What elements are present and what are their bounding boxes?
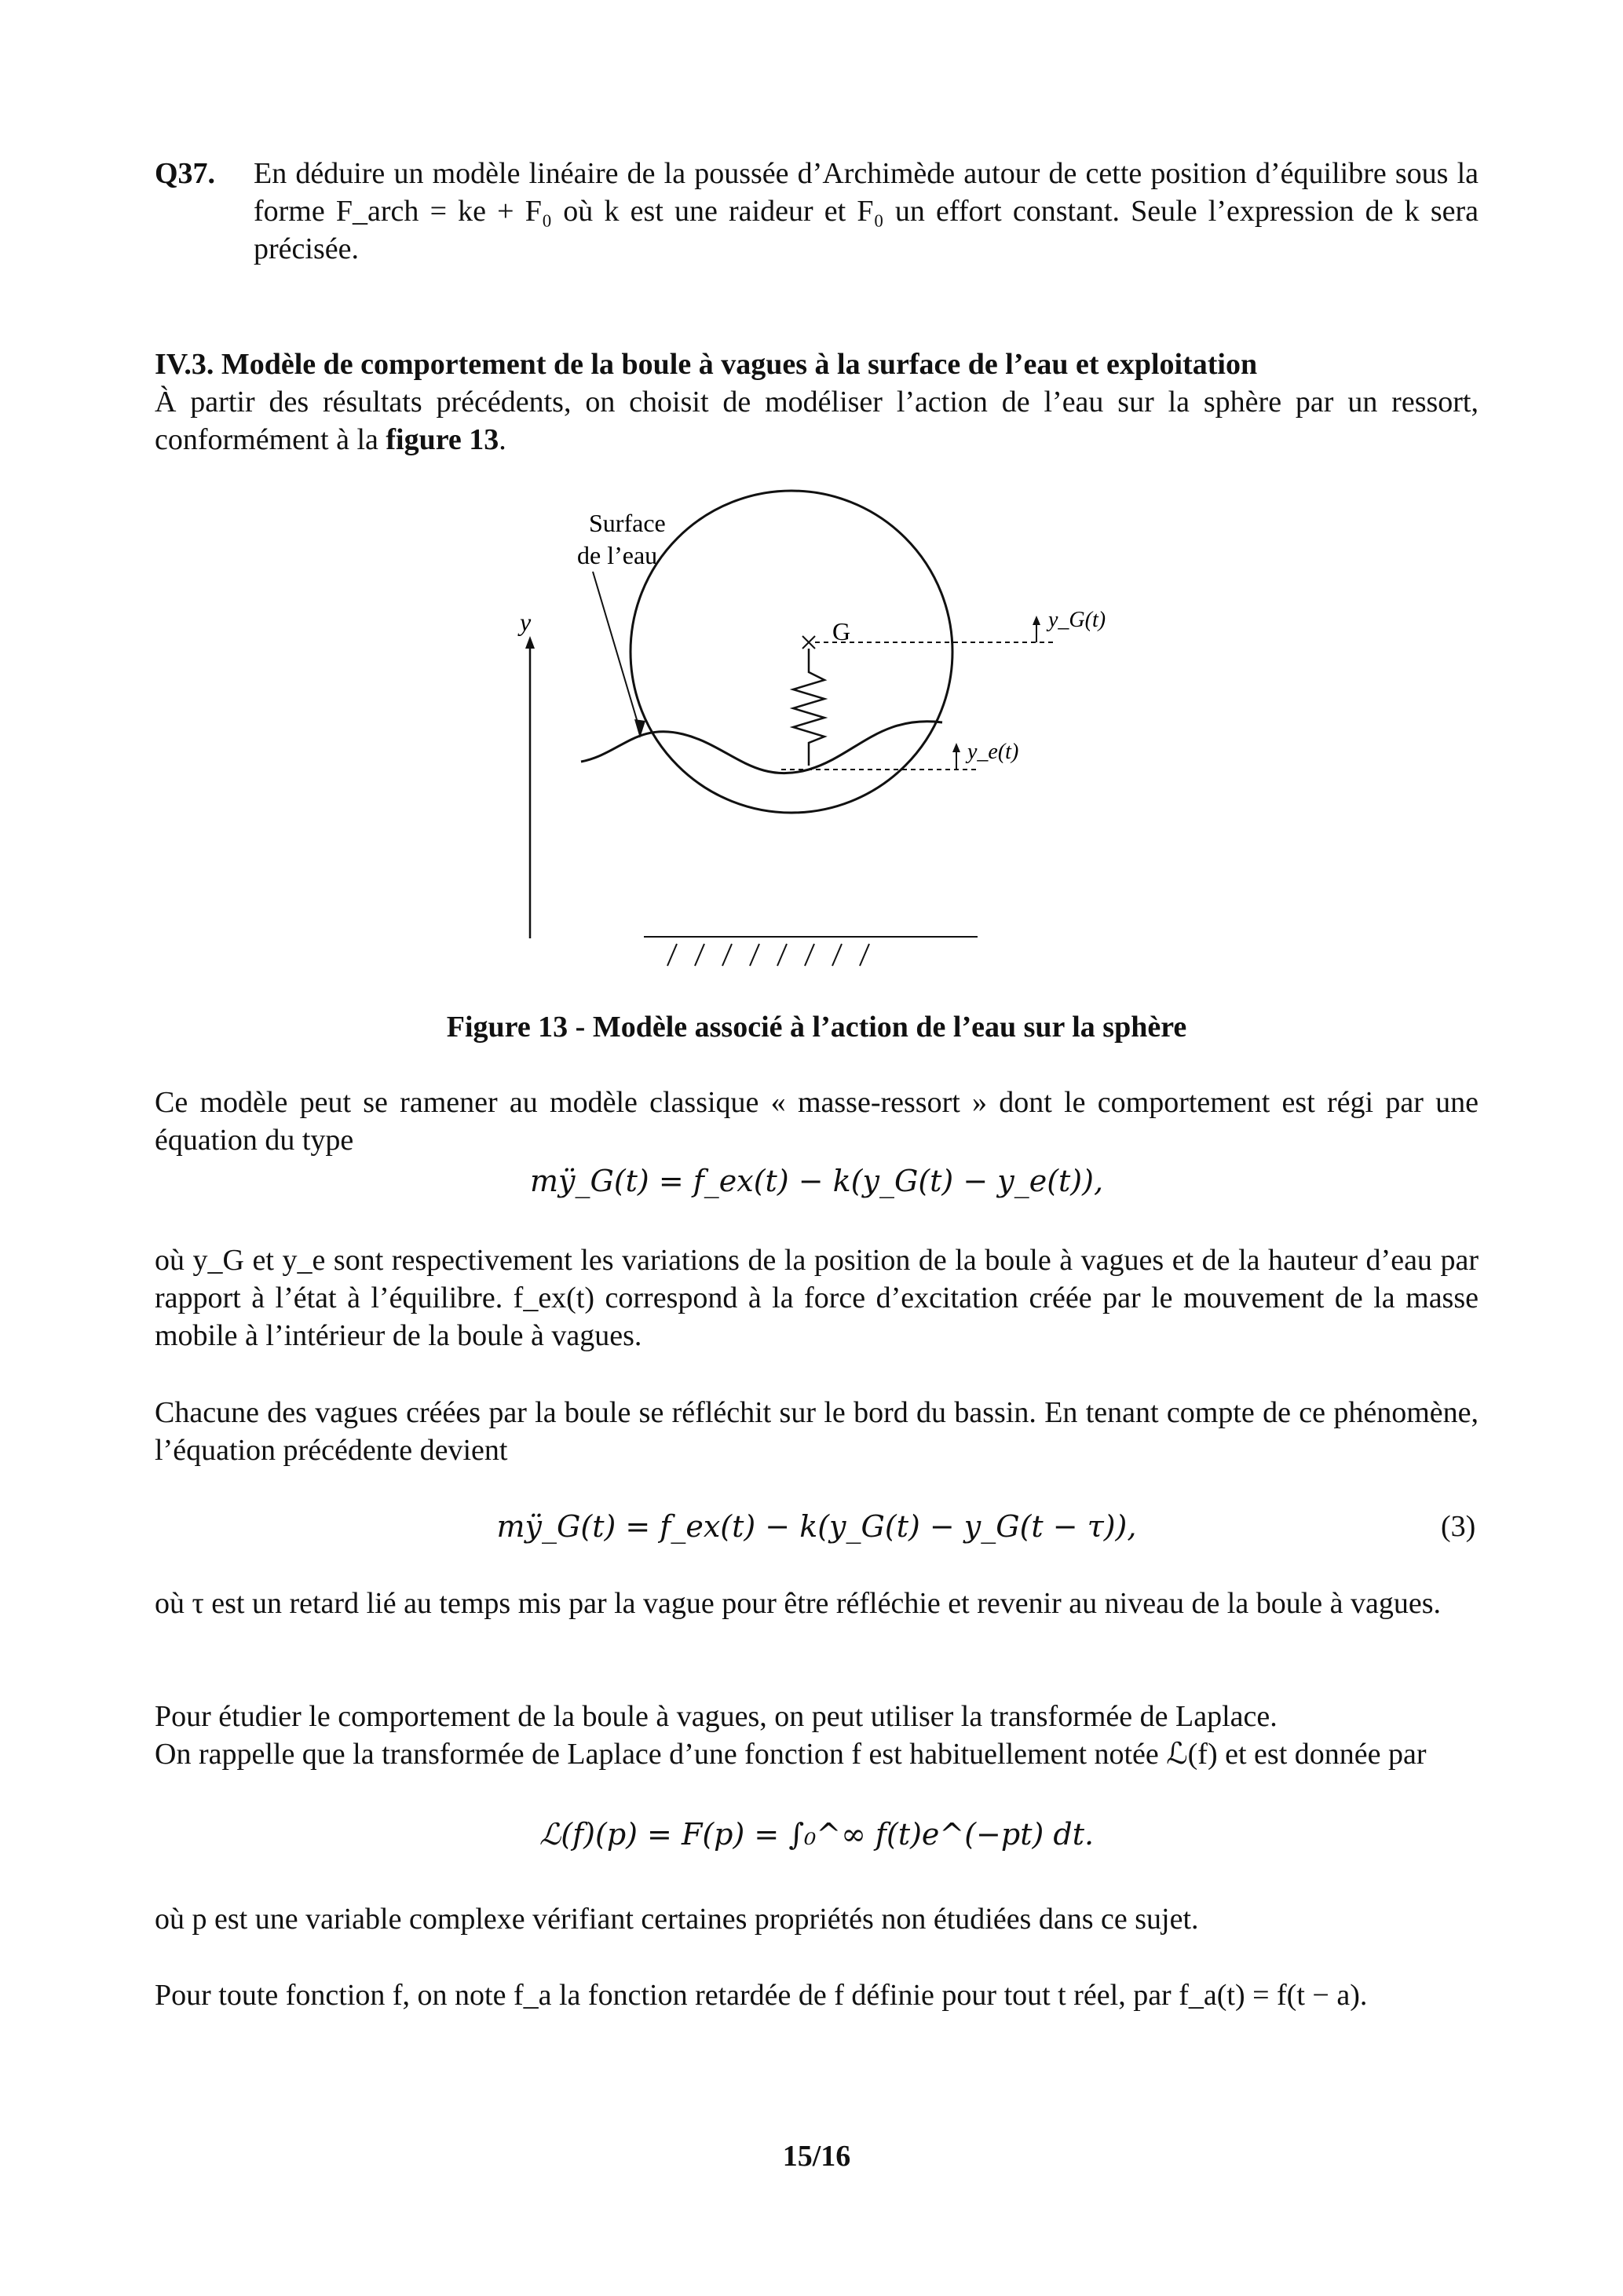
- equation-3-number: (3): [1441, 1510, 1476, 1543]
- sphere: [631, 491, 952, 813]
- paragraph-complex-variable: où p est une variable complexe vérifiant certaines propriétés non étudiées dans ce sujet.: [155, 1903, 1199, 1936]
- yG-arrowhead: [1033, 616, 1040, 625]
- yG-label: y_G(t): [1048, 608, 1106, 632]
- paragraph-laplace-line2: On rappelle que la transformée de Laplace d’une fonction f est habituellement notée ℒ(f) et est donnée par: [155, 1738, 1427, 1771]
- question-text: En déduire un modèle linéaire de la poussée d’Archimède autour de cette position d’équilibre sous la forme F_arch = ke + F₀ où k est une raideur et F₀ un effort constant. Seule l’expression de k sera précisée.: [254, 157, 1479, 265]
- paragraph-model: Ce modèle peut se ramener au modèle classique « masse-ressort » dont le comportement est régi par une équation du type: [155, 1086, 1479, 1157]
- surface-pointer: [593, 572, 640, 730]
- intro-end: .: [499, 423, 506, 456]
- ground-hatching: [667, 944, 869, 966]
- equation-mass-spring: mÿ_G(t) = f_ex(t) − k(y_G(t) − y_e(t)),: [529, 1164, 1104, 1198]
- y-axis-arrowhead: [525, 636, 535, 649]
- center-of-mass-label: G: [832, 617, 851, 645]
- figure-13-diagram: [503, 487, 1131, 989]
- paragraph-delay: où τ est un retard lié au temps mis par la vague pour être réfléchie et revenir au niveau de la boule à vagues.: [155, 1587, 1442, 1620]
- question-label: Q37.: [155, 157, 216, 190]
- equation-3: mÿ_G(t) = f_ex(t) − k(y_G(t) − y_G(t − τ)),: [496, 1509, 1137, 1544]
- paragraph-laplace-line1: Pour étudier le comportement de la boule à vagues, on peut utiliser la transformée de Laplace.: [155, 1700, 1278, 1733]
- paragraph-variables: où y_G et y_e sont respectivement les variations de la position de la boule à vagues et de la hauteur d’eau par rapport à l’état à l’équilibre. f_ex(t) correspond à la force d’excitation créée par le mouvement de la masse mobile à l’intérieur de la boule à vagues.: [155, 1244, 1479, 1352]
- y-axis-label: y⃗: [520, 608, 551, 636]
- page-number: 15/16: [782, 2140, 851, 2173]
- section-intro: [155, 383, 1479, 459]
- ye-label: y_e(t): [967, 740, 1019, 764]
- water-surface-wave: [581, 722, 942, 773]
- surface-label: Surface: [589, 509, 666, 537]
- section-heading: IV.3. Modèle de comportement de la boule à vagues à la surface de l’eau et exploitation: [155, 348, 1258, 381]
- center-of-mass-marker: [802, 636, 815, 649]
- figure-reference: figure 13: [386, 423, 499, 456]
- paragraph-reflection: Chacune des vagues créées par la boule se réfléchit sur le bord du bassin. En tenant compte de ce phénomène, l’équation précédente devient: [155, 1396, 1479, 1467]
- surface-label-2: de l’eau: [577, 541, 658, 569]
- figure-caption: Figure 13 - Modèle associé à l’action de l’eau sur la sphère: [446, 1011, 1187, 1044]
- ye-arrowhead: [952, 743, 960, 752]
- intro-text: À partir des résultats précédents, on choisit de modéliser l’action de l’eau sur la sphère par un ressort, conformément à la: [155, 386, 1479, 456]
- spring: [793, 649, 824, 766]
- equation-laplace: ℒ(f)(p) = F(p) = ∫₀^∞ f(t)e^(−pt) dt.: [539, 1817, 1095, 1852]
- paragraph-delayed-function: Pour toute fonction f, on note f_a la fonction retardée de f définie pour tout t réel, par f_a(t) = f(t − a).: [155, 1979, 1368, 2012]
